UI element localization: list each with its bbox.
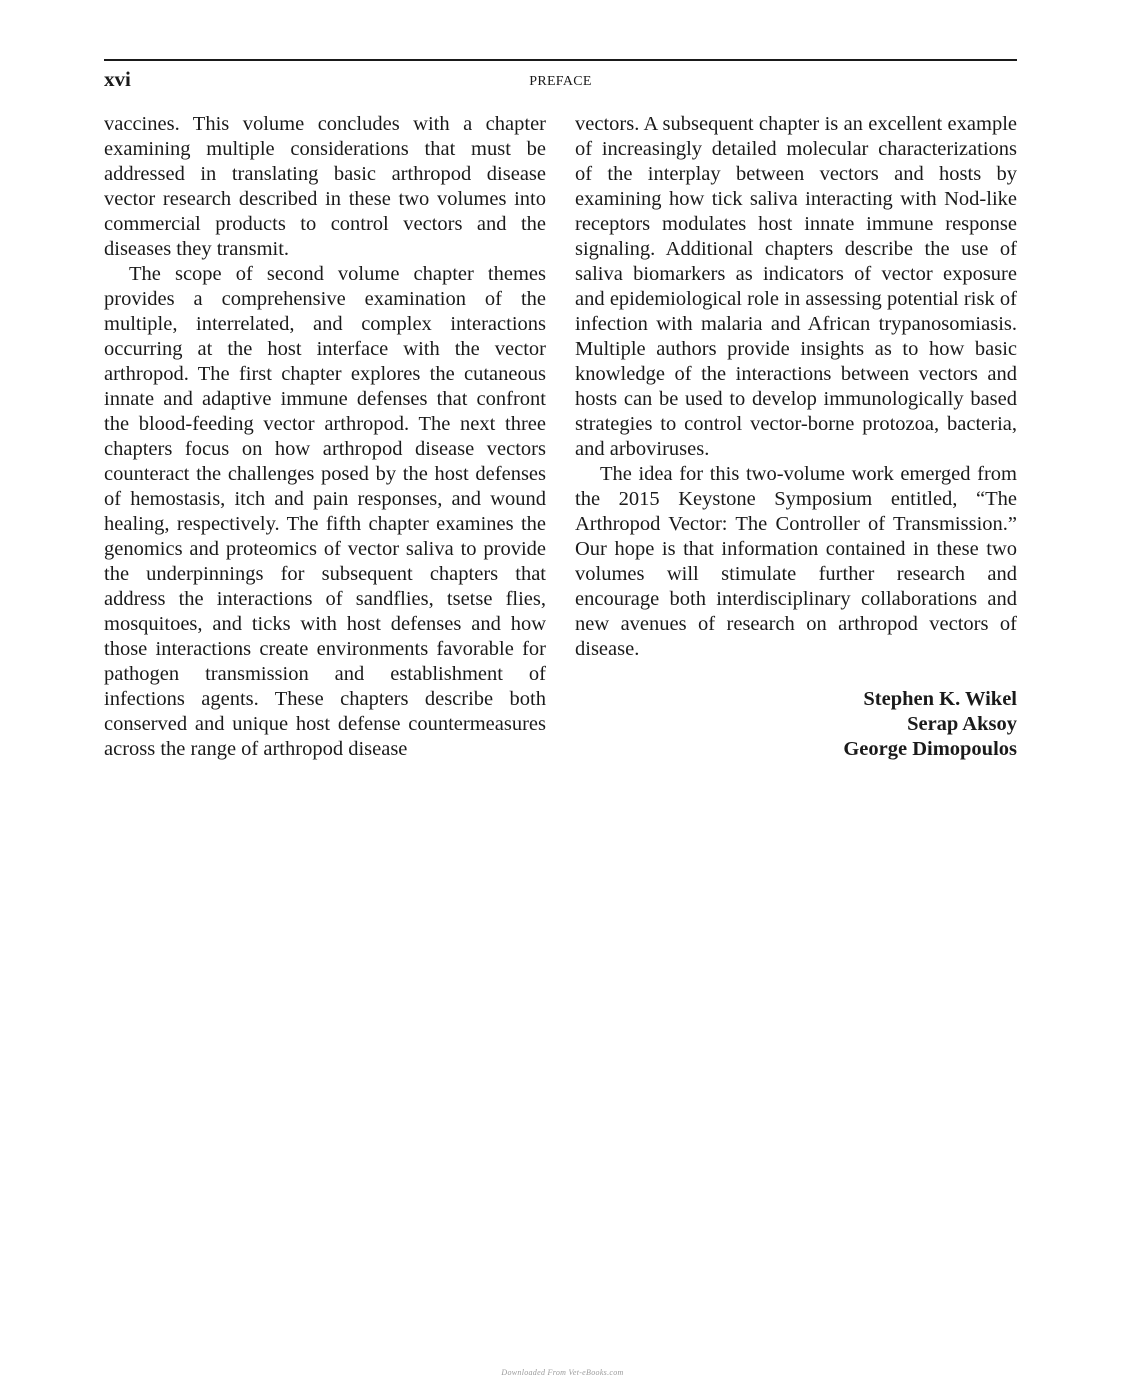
download-watermark: Downloaded From Vet-eBooks.com: [501, 1368, 624, 1377]
signature-name: Stephen K. Wikel: [863, 688, 1017, 710]
left-paragraph-1: vaccines. This volume concludes with a chapter examining multiple considerations that must be addressed in translating basic arthropod disease vector research described in these two volumes into commercial products to control vectors and the diseases they transmit.: [104, 113, 546, 260]
page-number: xvi: [104, 67, 131, 91]
running-head: PREFACE: [529, 74, 592, 89]
signature-name: Serap Aksoy: [907, 713, 1017, 735]
right-paragraph-2: The idea for this two-volume work emerged from the 2015 Keystone Symposium entitled, “The Arthropod Vector: The Controller of Transmission.” Our hope is that information contained in these two volumes will stimulate further research and encourage both interdisciplinary collaborations and new avenues of research on arthropod vectors of disease.: [575, 463, 1017, 660]
header-rule: [104, 59, 1017, 61]
left-paragraph-2: The scope of second volume chapter themes provides a comprehensive examination of the multiple, interrelated, and complex interactions occurring at the host interface with the vector arthropod. The first chapter explores the cutaneous innate and adaptive immune defenses that confront the blood-feeding vector arthropod. The next three chapters focus on how arthropod disease vectors counteract the challenges posed by the host defenses of hemostasis, itch and pain responses, and wound healing, respectively. The fifth chapter examines the genomics and proteomics of vector saliva to provide the underpinnings for subsequent chapters that address the interactions of sandflies, tsetse flies, mosquitoes, and ticks with host defenses and how those interactions create environments favorable for pathogen transmission and establishment of infections agents. These chapters describe both conserved and unique host defense countermeasures across the range of arthropod disease: [104, 263, 546, 760]
right-paragraph-1: vectors. A subsequent chapter is an excellent example of increasingly detailed molecular characterizations of the interplay between vectors and hosts by examining how tick saliva interacting with Nod-like receptors modulates host innate immune response signaling. Additional chapters describe the use of saliva biomarkers as indicators of vector exposure and epidemiological role in assessing potential risk of infection with malaria and African trypanosomiasis. Multiple authors provide insights as to how basic knowledge of the interactions between vectors and hosts can be used to develop immunologically based strategies to control vector-borne protozoa, bacteria, and arboviruses.: [575, 113, 1017, 460]
signature-block: [575, 687, 1017, 762]
signature-name: George Dimopoulos: [843, 738, 1017, 760]
left-column: [104, 112, 546, 762]
right-column: [575, 112, 1017, 762]
